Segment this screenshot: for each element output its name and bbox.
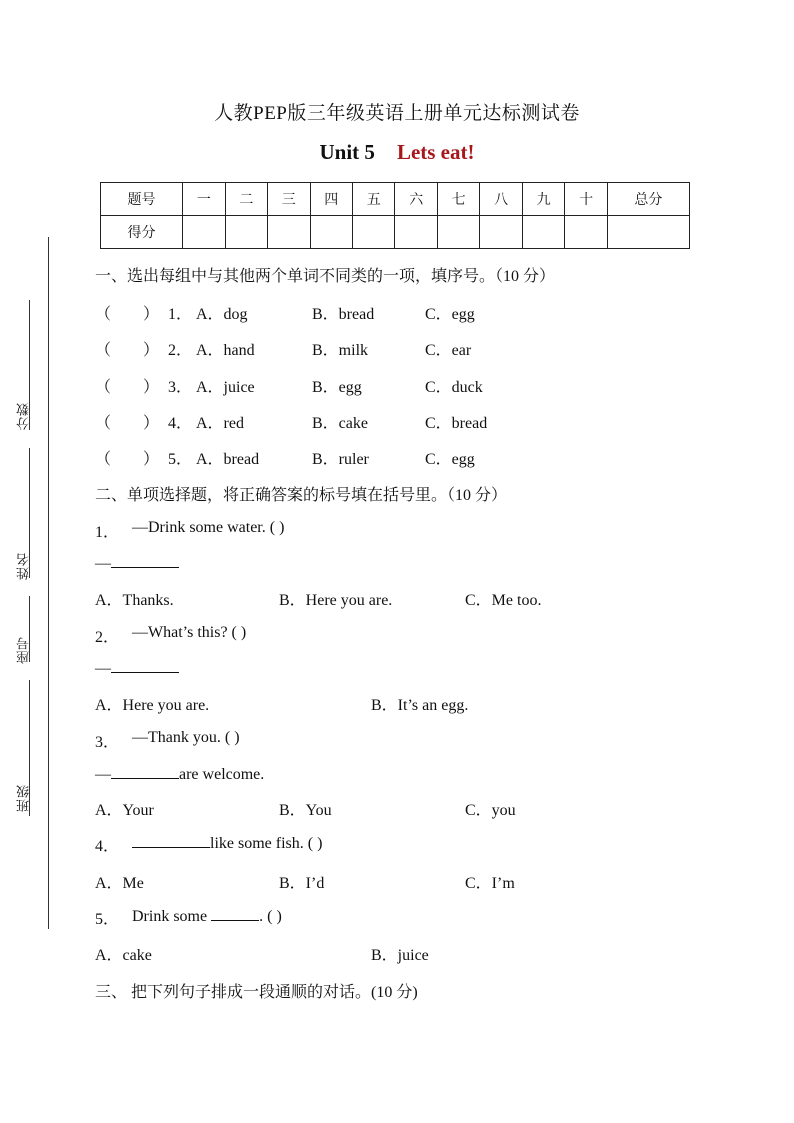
question-text: Drink some	[132, 908, 208, 925]
option-c: C．you	[465, 802, 516, 819]
answer-paren[interactable]: （ ）	[95, 379, 160, 396]
answer-blank[interactable]	[211, 906, 259, 921]
unit-heading	[0, 140, 794, 165]
option-b: B．cake	[312, 415, 368, 432]
option-c: C．Me too.	[465, 592, 542, 609]
reply-dash: —	[95, 766, 111, 783]
option-c: C．duck	[425, 379, 483, 396]
reply-line	[95, 658, 179, 678]
option-b: B．ruler	[312, 451, 369, 468]
option-a: A．bread	[196, 451, 260, 468]
question-number: 3．	[95, 734, 120, 751]
question-number: 2．	[95, 629, 120, 646]
score-cell[interactable]	[480, 216, 522, 249]
option-b: B．juice	[371, 947, 429, 964]
table-cell: 一	[183, 183, 225, 216]
option-c: C．egg	[425, 451, 475, 468]
option-b: B．You	[279, 802, 332, 819]
score-cell[interactable]	[607, 216, 689, 249]
answer-paren[interactable]: （ ）	[95, 415, 160, 432]
reply-dash: —	[95, 660, 111, 677]
table-cell: 九	[522, 183, 564, 216]
question-number: 1．	[95, 524, 120, 541]
score-table-header-row	[101, 183, 690, 216]
option-b: B．I’d	[279, 875, 325, 892]
score-table-score-row	[101, 216, 690, 249]
class-label: 班级	[16, 784, 31, 812]
table-cell: 四	[310, 183, 352, 216]
question-text: —Thank you. ( )	[132, 729, 240, 746]
table-cell: 题号	[101, 183, 183, 216]
table-cell: 得分	[101, 216, 183, 249]
answer-paren[interactable]: （ ）	[95, 306, 160, 323]
unit-number: Unit 5	[319, 140, 375, 164]
option-a: A．Here you are.	[95, 697, 210, 714]
option-a: A．hand	[196, 342, 255, 359]
question-line	[132, 833, 322, 853]
score-cell[interactable]	[352, 216, 394, 249]
table-cell: 七	[437, 183, 479, 216]
reply-line	[95, 764, 264, 784]
section-2-heading: 二、单项选择题，将正确答案的标号填在括号里。（10 分）	[95, 487, 508, 504]
section-1-heading: 一、选出每组中与其他两个单词不同类的一项，填序号。（10 分）	[95, 268, 556, 285]
score-cell[interactable]	[183, 216, 225, 249]
option-c: C．ear	[425, 342, 472, 359]
answer-paren[interactable]: （ ）	[95, 342, 160, 359]
score-label: 分数	[16, 402, 31, 430]
reply-line	[95, 553, 179, 573]
answer-blank[interactable]	[111, 658, 179, 673]
unit-topic: Lets eat!	[396, 140, 475, 164]
option-a: A．Thanks.	[95, 592, 174, 609]
option-b: B．milk	[312, 342, 369, 359]
name-label: 姓名	[16, 552, 31, 580]
answer-blank[interactable]	[132, 833, 210, 848]
question-number: 5．	[95, 911, 120, 928]
page-title: 人教PEP版三年级英语上册单元达标测试卷	[214, 103, 580, 124]
question-text: —What’s this? ( )	[132, 624, 247, 641]
question-number: 2．	[168, 342, 193, 359]
option-b: B．Here you are.	[279, 592, 393, 609]
score-cell[interactable]	[395, 216, 437, 249]
table-cell: 三	[268, 183, 310, 216]
score-cell[interactable]	[565, 216, 607, 249]
answer-blank[interactable]	[111, 553, 179, 568]
option-a: A．Your	[95, 802, 154, 819]
option-a: A．red	[196, 415, 244, 432]
table-cell: 十	[565, 183, 607, 216]
question-number: 1．	[168, 306, 193, 323]
option-a: A．Me	[95, 875, 144, 892]
score-cell[interactable]	[225, 216, 267, 249]
reply-text: are welcome.	[179, 766, 265, 783]
option-b: B．bread	[312, 306, 375, 323]
option-a: A．cake	[95, 947, 152, 964]
score-table	[100, 182, 690, 249]
option-a: A．dog	[196, 306, 248, 323]
question-number: 5．	[168, 451, 193, 468]
question-text: —Drink some water. ( )	[132, 519, 285, 536]
answer-paren[interactable]: （ ）	[95, 451, 160, 468]
question-number: 4．	[168, 415, 193, 432]
score-cell[interactable]	[310, 216, 352, 249]
question-text-end: . ( )	[259, 908, 282, 925]
binding-line	[48, 237, 49, 929]
question-number: 3．	[168, 379, 193, 396]
answer-blank[interactable]	[111, 764, 179, 779]
option-b: B．It’s an egg.	[371, 697, 469, 714]
table-cell: 五	[352, 183, 394, 216]
option-a: A．juice	[196, 379, 255, 396]
question-line	[132, 906, 282, 926]
score-cell[interactable]	[522, 216, 564, 249]
table-cell: 六	[395, 183, 437, 216]
question-number: 4．	[95, 838, 120, 855]
option-c: C．bread	[425, 415, 488, 432]
option-c: C．egg	[425, 306, 475, 323]
seat-label: 座号	[16, 636, 31, 664]
score-cell[interactable]	[437, 216, 479, 249]
score-cell[interactable]	[268, 216, 310, 249]
option-b: B．egg	[312, 379, 362, 396]
table-cell: 八	[480, 183, 522, 216]
question-text: like some fish. ( )	[210, 835, 323, 852]
option-c: C．I’m	[465, 875, 515, 892]
table-cell: 总分	[607, 183, 689, 216]
reply-dash: —	[95, 555, 111, 572]
section-3-heading: 三、 把下列句子排成一段通顺的对话。(10 分)	[95, 984, 418, 1001]
table-cell: 二	[225, 183, 267, 216]
